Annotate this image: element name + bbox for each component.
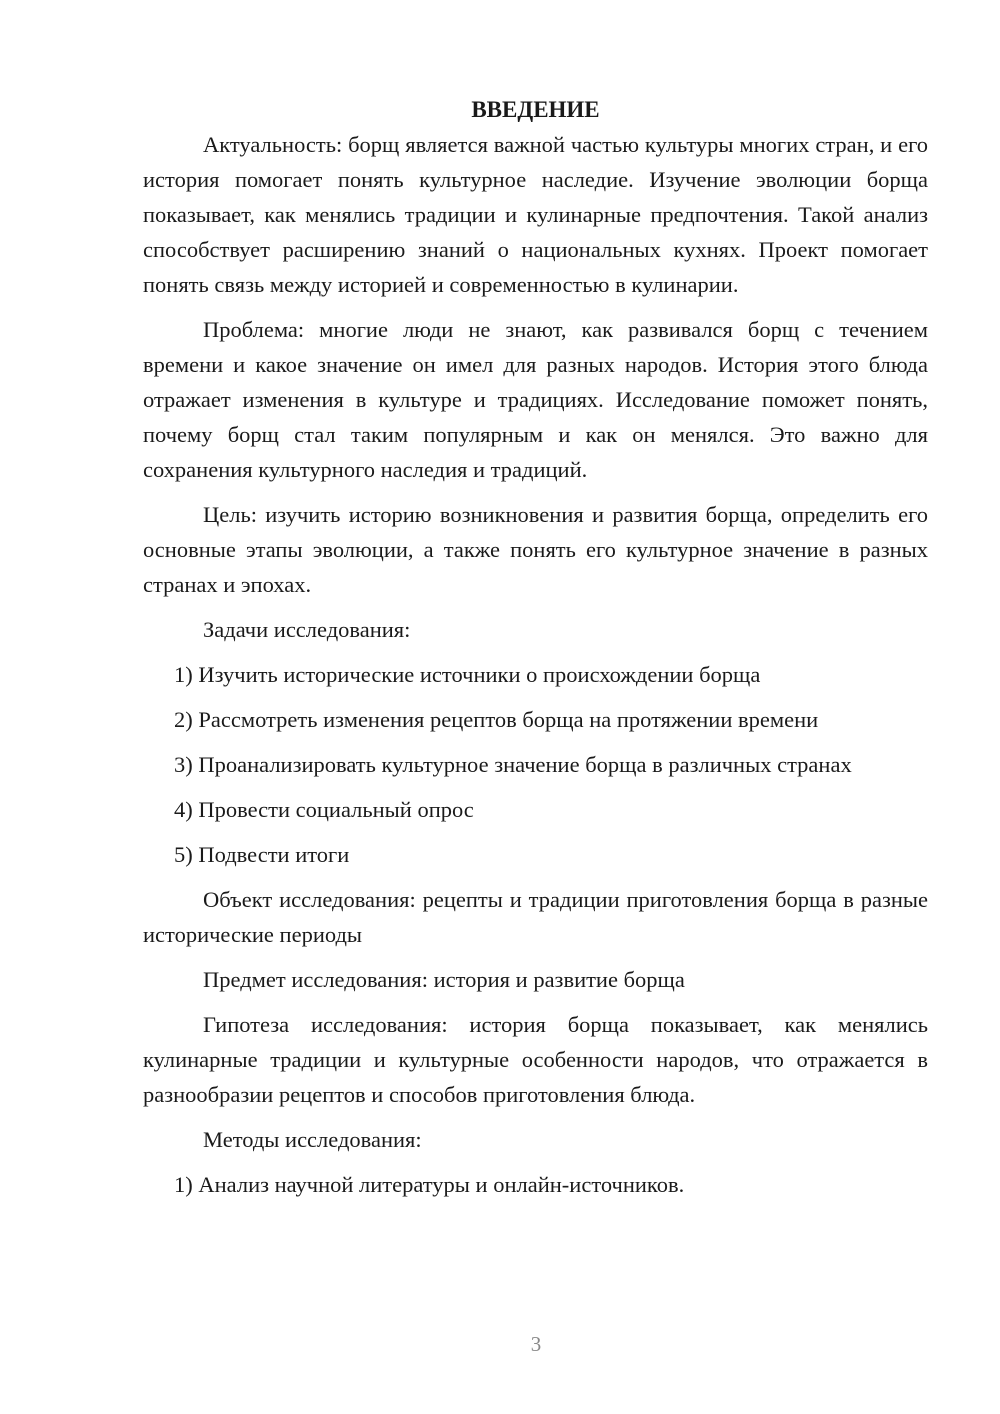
paragraph-problem: Проблема: многие люди не знают, как развивался борщ с течением времени и какое значение он имел для разных народов. История этого блюда отражает изменения в культуре и традициях. Исследование поможет понять, почему борщ стал таким популярным и как он менялся. Это важно для сохранения культурного наследия и традиций. <box>143 317 928 482</box>
task-item-2: 2) Рассмотреть изменения рецептов борща на протяжении времени <box>174 707 819 732</box>
page-number: 3 <box>530 1332 542 1356</box>
task-item-3: 3) Проанализировать культурное значение борща в различных странах <box>174 752 852 777</box>
paragraph-object: Объект исследования: рецепты и традиции приготовления борща в разные исторические периоды <box>143 887 928 947</box>
paragraph-hypothesis: Гипотеза исследования: история борща показывает, как менялись кулинарные традиции и культурные особенности народов, что отражается в разнообразии рецептов и способов приготовления блюда. <box>143 1012 928 1107</box>
method-item-1: 1) Анализ научной литературы и онлайн-источников. <box>174 1172 685 1197</box>
methods-label: Методы исследования: <box>203 1127 422 1152</box>
paragraph-relevance: Актуальность: борщ является важной частью культуры многих стран, и его история помогает понять культурное наследие. Изучение эволюции борща показывает, как менялись традиции и кулинарные предпочтения. Такой анализ способствует расширению знаний о национальных кухнях. Проект помогает понять связь между историей и современностью в кулинарии. <box>143 132 928 297</box>
paragraph-subject: Предмет исследования: история и развитие борща <box>203 967 685 992</box>
tasks-label: Задачи исследования: <box>203 617 411 642</box>
task-item-5: 5) Подвести итоги <box>174 842 350 867</box>
page-title: ВВЕДЕНИЕ <box>471 97 600 122</box>
document-page <box>143 92 928 1212</box>
paragraph-goal: Цель: изучить историю возникновения и развития борща, определить его основные этапы эволюции, а также понять его культурное значение в разных странах и эпохах. <box>143 502 928 597</box>
task-item-4: 4) Провести социальный опрос <box>174 797 474 822</box>
task-item-1: 1) Изучить исторические источники о происхождении борща <box>174 662 761 687</box>
